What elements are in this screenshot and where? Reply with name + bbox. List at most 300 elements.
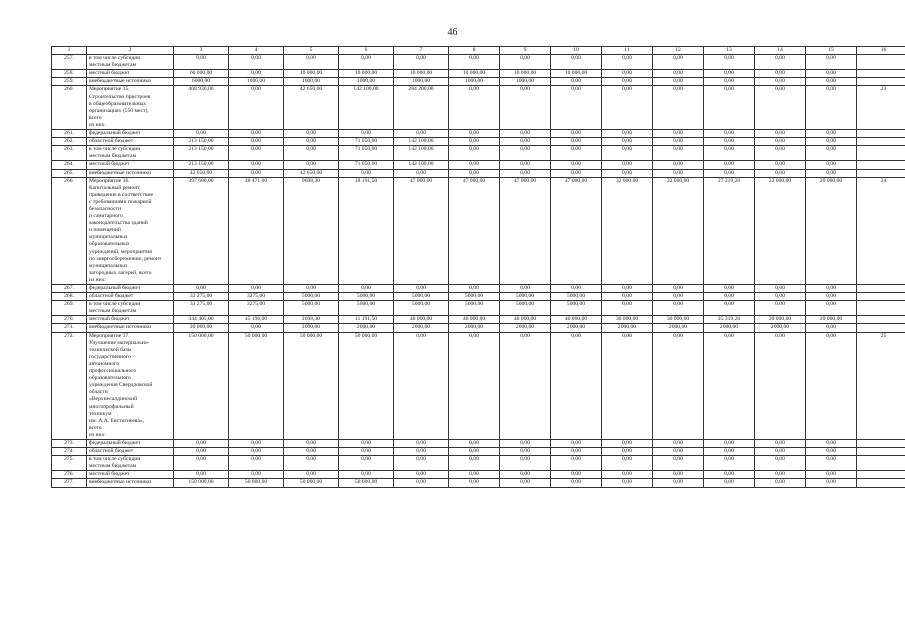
amount-cell: 0,00	[704, 130, 755, 138]
amount-cell: 0,00	[755, 78, 806, 86]
amount-cell: 0,00	[551, 86, 602, 130]
amount-cell: 0,00	[602, 138, 653, 146]
table-row	[52, 70, 905, 78]
table-row	[52, 316, 905, 324]
row-number-cell: 277.	[52, 479, 87, 487]
amount-cell: 0,00	[449, 456, 500, 471]
row-number-cell: 274.	[52, 448, 87, 456]
amount-cell: 0,00	[339, 439, 394, 447]
amount-cell: 0,00	[806, 479, 857, 487]
amount-cell: 5000,00	[500, 293, 551, 301]
table-row	[52, 293, 905, 301]
amount-cell: 0,00	[704, 448, 755, 456]
row-description-cell: в том числе субсидии местным бюджетам	[87, 456, 174, 471]
amount-cell: 0,00	[755, 293, 806, 301]
amount-cell: 142 100,00	[339, 86, 394, 130]
amount-cell: 0,00	[229, 138, 284, 146]
amount-cell: 45 196,00	[229, 316, 284, 324]
amount-cell: 397 680,00	[174, 177, 229, 284]
amount-cell: 5000,00	[500, 301, 551, 316]
amount-cell: 0,00	[449, 479, 500, 487]
amount-cell: 0,00	[704, 471, 755, 479]
amount-cell: 0,00	[551, 78, 602, 86]
amount-cell: 0,00	[653, 70, 704, 78]
amount-cell: 0,00	[653, 301, 704, 316]
amount-cell: 5000,00	[551, 293, 602, 301]
amount-cell: 0,00	[653, 169, 704, 177]
column-number-cell: 15	[806, 47, 857, 55]
amount-cell: 0,00	[229, 146, 284, 161]
target-indicator-cell	[857, 293, 905, 301]
table-row	[52, 324, 905, 332]
amount-cell: 0,00	[339, 130, 394, 138]
column-number-cell: 5	[284, 47, 339, 55]
amount-cell: 5000,00	[551, 301, 602, 316]
amount-cell: 213 150,00	[174, 146, 229, 161]
row-number-cell: 261.	[52, 130, 87, 138]
row-number-cell: 264.	[52, 161, 87, 169]
amount-cell: 0,00	[500, 448, 551, 456]
amount-cell: 40 000,00	[500, 316, 551, 324]
amount-cell: 42 650,00	[284, 169, 339, 177]
row-description-cell: местный бюджет	[87, 70, 174, 78]
table-row	[52, 78, 905, 86]
amount-cell: 0,00	[602, 479, 653, 487]
amount-cell: 60 000,00	[174, 70, 229, 78]
amount-cell: 0,00	[755, 471, 806, 479]
target-indicator-cell	[857, 161, 905, 169]
amount-cell: 0,00	[449, 169, 500, 177]
target-indicator-cell	[857, 324, 905, 332]
target-indicator-cell	[857, 146, 905, 161]
row-number-cell: 275.	[52, 456, 87, 471]
amount-cell: 1000,00	[500, 78, 551, 86]
amount-cell: 0,00	[174, 130, 229, 138]
amount-cell: 0,00	[394, 285, 449, 293]
row-number-cell: 266.	[52, 177, 87, 284]
amount-cell: 0,00	[339, 448, 394, 456]
amount-cell: 0,00	[551, 471, 602, 479]
row-description-cell: федеральный бюджет	[87, 285, 174, 293]
amount-cell: 0,00	[394, 332, 449, 439]
amount-cell: 0,00	[755, 169, 806, 177]
target-indicator-cell: 24	[857, 177, 905, 284]
row-number-cell: 259.	[52, 78, 87, 86]
amount-cell: 0,00	[704, 138, 755, 146]
amount-cell: 0,00	[284, 138, 339, 146]
column-number-cell: 6	[339, 47, 394, 55]
amount-cell: 0,00	[755, 86, 806, 130]
amount-cell: 0,00	[500, 146, 551, 161]
amount-cell: 2000,00	[284, 324, 339, 332]
amount-cell: 48 471,00	[229, 177, 284, 284]
amount-cell: 142 100,00	[394, 138, 449, 146]
row-description-cell: местный бюджет	[87, 471, 174, 479]
amount-cell: 0,00	[806, 293, 857, 301]
amount-cell: 0,00	[602, 448, 653, 456]
table-row	[52, 448, 905, 456]
amount-cell: 0,00	[449, 130, 500, 138]
amount-cell: 468 930,00	[174, 86, 229, 130]
amount-cell: 0,00	[755, 146, 806, 161]
amount-cell: 5000,00	[394, 293, 449, 301]
target-indicator-cell	[857, 78, 905, 86]
column-number-cell: 12	[653, 47, 704, 55]
amount-cell: 33 275,00	[174, 301, 229, 316]
row-number-cell: 272.	[52, 332, 87, 439]
amount-cell: 213 150,00	[174, 161, 229, 169]
amount-cell: 0,00	[551, 448, 602, 456]
row-description-cell: внебюджетные источники	[87, 169, 174, 177]
amount-cell: 0,00	[551, 161, 602, 169]
amount-cell: 42 650,00	[284, 86, 339, 130]
amount-cell: 5000,00	[284, 293, 339, 301]
row-number-cell: 276.	[52, 471, 87, 479]
amount-cell: 50 000,00	[284, 479, 339, 487]
amount-cell: 0,00	[602, 161, 653, 169]
amount-cell: 0,00	[551, 169, 602, 177]
amount-cell: 0,00	[602, 471, 653, 479]
amount-cell: 0,00	[704, 293, 755, 301]
amount-cell: 40 000,00	[394, 316, 449, 324]
target-indicator-cell	[857, 55, 905, 70]
amount-cell: 0,00	[653, 86, 704, 130]
amount-cell: 50 000,00	[339, 332, 394, 439]
target-indicator-cell	[857, 439, 905, 447]
amount-cell: 0,00	[653, 439, 704, 447]
amount-cell: 0,00	[704, 146, 755, 161]
amount-cell: 0,00	[602, 70, 653, 78]
amount-cell: 2000,00	[755, 324, 806, 332]
amount-cell: 0,00	[806, 70, 857, 78]
target-indicator-cell	[857, 70, 905, 78]
amount-cell: 0,00	[500, 161, 551, 169]
amount-cell: 0,00	[229, 456, 284, 471]
amount-cell: 2000,00	[500, 324, 551, 332]
amount-cell: 0,00	[500, 439, 551, 447]
amount-cell: 1000,00	[229, 78, 284, 86]
amount-cell: 0,00	[500, 471, 551, 479]
row-description-cell: в том числе субсидии местным бюджетам	[87, 301, 174, 316]
amount-cell: 71 050,00	[339, 146, 394, 161]
amount-cell: 0,00	[229, 169, 284, 177]
row-description-cell: в том числе субсидии местным бюджетам	[87, 55, 174, 70]
amount-cell: 0,00	[653, 138, 704, 146]
amount-cell: 1000,00	[394, 78, 449, 86]
amount-cell: 0,00	[339, 285, 394, 293]
amount-cell: 0,00	[653, 471, 704, 479]
amount-cell: 0,00	[229, 448, 284, 456]
target-indicator-cell	[857, 316, 905, 324]
column-number-cell: 16	[857, 47, 905, 55]
amount-cell: 0,00	[755, 138, 806, 146]
amount-cell: 2000,00	[551, 324, 602, 332]
amount-cell: 0,00	[806, 161, 857, 169]
amount-cell: 5000,00	[284, 301, 339, 316]
amount-cell: 0,00	[704, 479, 755, 487]
amount-cell: 0,00	[653, 448, 704, 456]
amount-cell: 50 000,00	[229, 479, 284, 487]
amount-cell: 0,00	[500, 55, 551, 70]
amount-cell: 0,00	[174, 285, 229, 293]
amount-cell: 0,00	[653, 161, 704, 169]
amount-cell: 0,00	[284, 439, 339, 447]
amount-cell: 20 000,00	[755, 316, 806, 324]
amount-cell: 0,00	[394, 448, 449, 456]
amount-cell: 10 000,00	[551, 70, 602, 78]
amount-cell: 0,00	[653, 479, 704, 487]
amount-cell: 0,00	[551, 332, 602, 439]
amount-cell: 0,00	[602, 439, 653, 447]
amount-cell: 0,00	[551, 479, 602, 487]
amount-cell: 0,00	[755, 130, 806, 138]
amount-cell: 71 050,00	[339, 161, 394, 169]
amount-cell: 0,00	[704, 332, 755, 439]
amount-cell: 0,00	[174, 439, 229, 447]
row-description-cell: Мероприятие 36. Капитальный ремонт, приведение в соответствие с требованиями пожарной безопасности и санитарного законодательства зданий и помещений муниципальных образовательных учреждений, мероприятия по энергосбережению, ремонт муниципальных загородных лагерей, всего из них:	[87, 177, 174, 284]
amount-cell: 0,00	[284, 55, 339, 70]
amount-cell: 2000,00	[339, 324, 394, 332]
amount-cell: 5000,00	[449, 301, 500, 316]
amount-cell: 0,00	[755, 161, 806, 169]
amount-cell: 0,00	[284, 285, 339, 293]
amount-cell: 0,00	[229, 324, 284, 332]
amount-cell: 0,00	[551, 146, 602, 161]
amount-cell: 32 000,00	[653, 177, 704, 284]
amount-cell: 0,00	[755, 456, 806, 471]
amount-cell: 0,00	[339, 169, 394, 177]
row-number-cell: 270.	[52, 316, 87, 324]
amount-cell: 0,00	[500, 86, 551, 130]
row-number-cell: 260.	[52, 86, 87, 130]
amount-cell: 0,00	[394, 456, 449, 471]
amount-cell: 0,00	[602, 332, 653, 439]
amount-cell: 50 000,00	[229, 332, 284, 439]
row-number-cell: 269.	[52, 301, 87, 316]
amount-cell: 0,00	[602, 130, 653, 138]
amount-cell: 0,00	[653, 456, 704, 471]
amount-cell: 0,00	[806, 456, 857, 471]
amount-cell: 0,00	[551, 456, 602, 471]
amount-cell: 0,00	[339, 471, 394, 479]
amount-cell: 0,00	[284, 130, 339, 138]
amount-cell: 0,00	[653, 332, 704, 439]
amount-cell: 0,00	[704, 301, 755, 316]
amount-cell: 142 100,00	[394, 146, 449, 161]
amount-cell: 10 000,00	[394, 70, 449, 78]
target-indicator-cell: 23	[857, 86, 905, 130]
amount-cell: 0,00	[602, 146, 653, 161]
row-description-cell: федеральный бюджет	[87, 130, 174, 138]
amount-cell: 0,00	[602, 285, 653, 293]
amount-cell: 0,00	[229, 439, 284, 447]
table-row	[52, 146, 905, 161]
amount-cell: 0,00	[602, 78, 653, 86]
row-description-cell: областной бюджет	[87, 293, 174, 301]
row-number-cell: 267.	[52, 285, 87, 293]
column-number-cell: 11	[602, 47, 653, 55]
amount-cell: 27 319,20	[704, 177, 755, 284]
row-description-cell: местный бюджет	[87, 161, 174, 169]
row-description-cell: в том числе субсидии местным бюджетам	[87, 146, 174, 161]
table-row	[52, 55, 905, 70]
amount-cell: 0,00	[500, 332, 551, 439]
amount-cell: 0,00	[551, 285, 602, 293]
amount-cell: 2000,00	[449, 324, 500, 332]
amount-cell: 0,00	[653, 55, 704, 70]
amount-cell: 18 191,50	[339, 177, 394, 284]
amount-cell: 32 000,00	[602, 177, 653, 284]
amount-cell: 42 650,00	[174, 169, 229, 177]
column-number-cell: 3	[174, 47, 229, 55]
amount-cell: 0,00	[394, 169, 449, 177]
row-description-cell: Мероприятие 35. Строительство пристроев в общеобразовательных организациях (550 мест), всего из них:	[87, 86, 174, 130]
row-number-cell: 273.	[52, 439, 87, 447]
table-row	[52, 285, 905, 293]
amount-cell: 0,00	[449, 285, 500, 293]
amount-cell: 0,00	[806, 471, 857, 479]
amount-cell: 0,00	[284, 471, 339, 479]
amount-cell: 0,00	[174, 448, 229, 456]
amount-cell: 50 000,00	[339, 479, 394, 487]
amount-cell: 25 319,20	[704, 316, 755, 324]
table-row	[52, 169, 905, 177]
row-number-cell: 268.	[52, 293, 87, 301]
table-row	[52, 138, 905, 146]
amount-cell: 0,00	[449, 448, 500, 456]
amount-cell: 2000,00	[394, 324, 449, 332]
amount-cell: 40 000,00	[551, 316, 602, 324]
amount-cell: 0,00	[500, 169, 551, 177]
amount-cell: 0,00	[500, 130, 551, 138]
amount-cell: 0,00	[806, 324, 857, 332]
target-indicator-cell	[857, 448, 905, 456]
amount-cell: 20 000,00	[174, 324, 229, 332]
amount-cell: 213 150,00	[174, 138, 229, 146]
amount-cell: 0,00	[653, 293, 704, 301]
amount-cell: 344 405,00	[174, 316, 229, 324]
amount-cell: 0,00	[806, 332, 857, 439]
amount-cell: 0,00	[449, 146, 500, 161]
amount-cell: 284 200,00	[394, 86, 449, 130]
amount-cell: 0,00	[500, 479, 551, 487]
amount-cell: 0,00	[500, 138, 551, 146]
amount-cell: 47 000,00	[394, 177, 449, 284]
amount-cell: 0,00	[284, 161, 339, 169]
amount-cell: 5000,00	[339, 301, 394, 316]
amount-cell: 0,00	[755, 55, 806, 70]
column-number-cell: 10	[551, 47, 602, 55]
amount-cell: 0,00	[229, 70, 284, 78]
row-number-cell: 263.	[52, 146, 87, 161]
amount-cell: 1000,00	[449, 78, 500, 86]
amount-cell: 0,00	[806, 285, 857, 293]
amount-cell: 20 000,00	[806, 177, 857, 284]
amount-cell: 0,00	[551, 55, 602, 70]
amount-cell: 5000,00	[339, 293, 394, 301]
amount-cell: 3275,00	[229, 301, 284, 316]
amount-cell: 10 000,00	[284, 70, 339, 78]
amount-cell: 0,00	[806, 138, 857, 146]
amount-cell: 0,00	[806, 146, 857, 161]
amount-cell: 0,00	[755, 301, 806, 316]
target-indicator-cell: 25	[857, 332, 905, 439]
amount-cell: 1000,00	[339, 78, 394, 86]
amount-cell: 0,00	[704, 86, 755, 130]
amount-cell: 0,00	[284, 456, 339, 471]
amount-cell: 0,00	[602, 301, 653, 316]
amount-cell: 0,00	[704, 55, 755, 70]
amount-cell: 0,00	[284, 146, 339, 161]
amount-cell: 0,00	[551, 439, 602, 447]
amount-cell: 22 000,00	[755, 177, 806, 284]
amount-cell: 0,00	[653, 130, 704, 138]
table-row	[52, 130, 905, 138]
amount-cell: 47 000,00	[449, 177, 500, 284]
amount-cell: 0,00	[755, 479, 806, 487]
amount-cell: 0,00	[602, 456, 653, 471]
amount-cell: 0,00	[806, 448, 857, 456]
row-number-cell: 271.	[52, 324, 87, 332]
target-indicator-cell	[857, 285, 905, 293]
amount-cell: 2000,00	[653, 324, 704, 332]
amount-cell: 0,00	[653, 78, 704, 86]
amount-cell: 0,00	[704, 78, 755, 86]
amount-cell: 0,00	[602, 169, 653, 177]
amount-cell: 50 000,00	[284, 332, 339, 439]
amount-cell: 0,00	[284, 448, 339, 456]
row-description-cell: внебюджетные источники	[87, 324, 174, 332]
target-indicator-cell	[857, 138, 905, 146]
amount-cell: 0,00	[394, 130, 449, 138]
amount-cell: 0,00	[449, 332, 500, 439]
amount-cell: 0,00	[500, 285, 551, 293]
target-indicator-cell	[857, 479, 905, 487]
amount-cell: 0,00	[755, 439, 806, 447]
amount-cell: 0,00	[394, 439, 449, 447]
amount-cell: 0,00	[806, 130, 857, 138]
amount-cell: 0,00	[174, 55, 229, 70]
amount-cell: 0,00	[229, 471, 284, 479]
amount-cell: 30 000,00	[602, 316, 653, 324]
amount-cell: 9698,30	[284, 177, 339, 284]
target-indicator-cell	[857, 471, 905, 479]
amount-cell: 2698,30	[284, 316, 339, 324]
amount-cell: 0,00	[394, 479, 449, 487]
target-indicator-cell	[857, 130, 905, 138]
row-description-cell: областной бюджет	[87, 448, 174, 456]
amount-cell: 0,00	[806, 78, 857, 86]
amount-cell: 0,00	[755, 332, 806, 439]
amount-cell: 0,00	[229, 86, 284, 130]
row-number-cell: 262.	[52, 138, 87, 146]
amount-cell: 0,00	[500, 456, 551, 471]
amount-cell: 1000,00	[284, 78, 339, 86]
amount-cell: 10 000,00	[339, 70, 394, 78]
amount-cell: 0,00	[806, 86, 857, 130]
amount-cell: 0,00	[704, 70, 755, 78]
amount-cell: 0,00	[755, 70, 806, 78]
amount-cell: 0,00	[551, 138, 602, 146]
amount-cell: 0,00	[449, 471, 500, 479]
amount-cell: 71 050,00	[339, 138, 394, 146]
column-number-cell: 1	[52, 47, 87, 55]
amount-cell: 0,00	[394, 471, 449, 479]
target-indicator-cell	[857, 456, 905, 471]
column-number-cell: 8	[449, 47, 500, 55]
row-number-cell: 265.	[52, 169, 87, 177]
row-description-cell: Мероприятие 37. Улучшение материально- технической базы государственного автономного профессионального образовательного учреждения Свердловской области «Верхнесалдинский многопрофильный техникум им. А.А. Евстигнеева», всего из них:	[87, 332, 174, 439]
